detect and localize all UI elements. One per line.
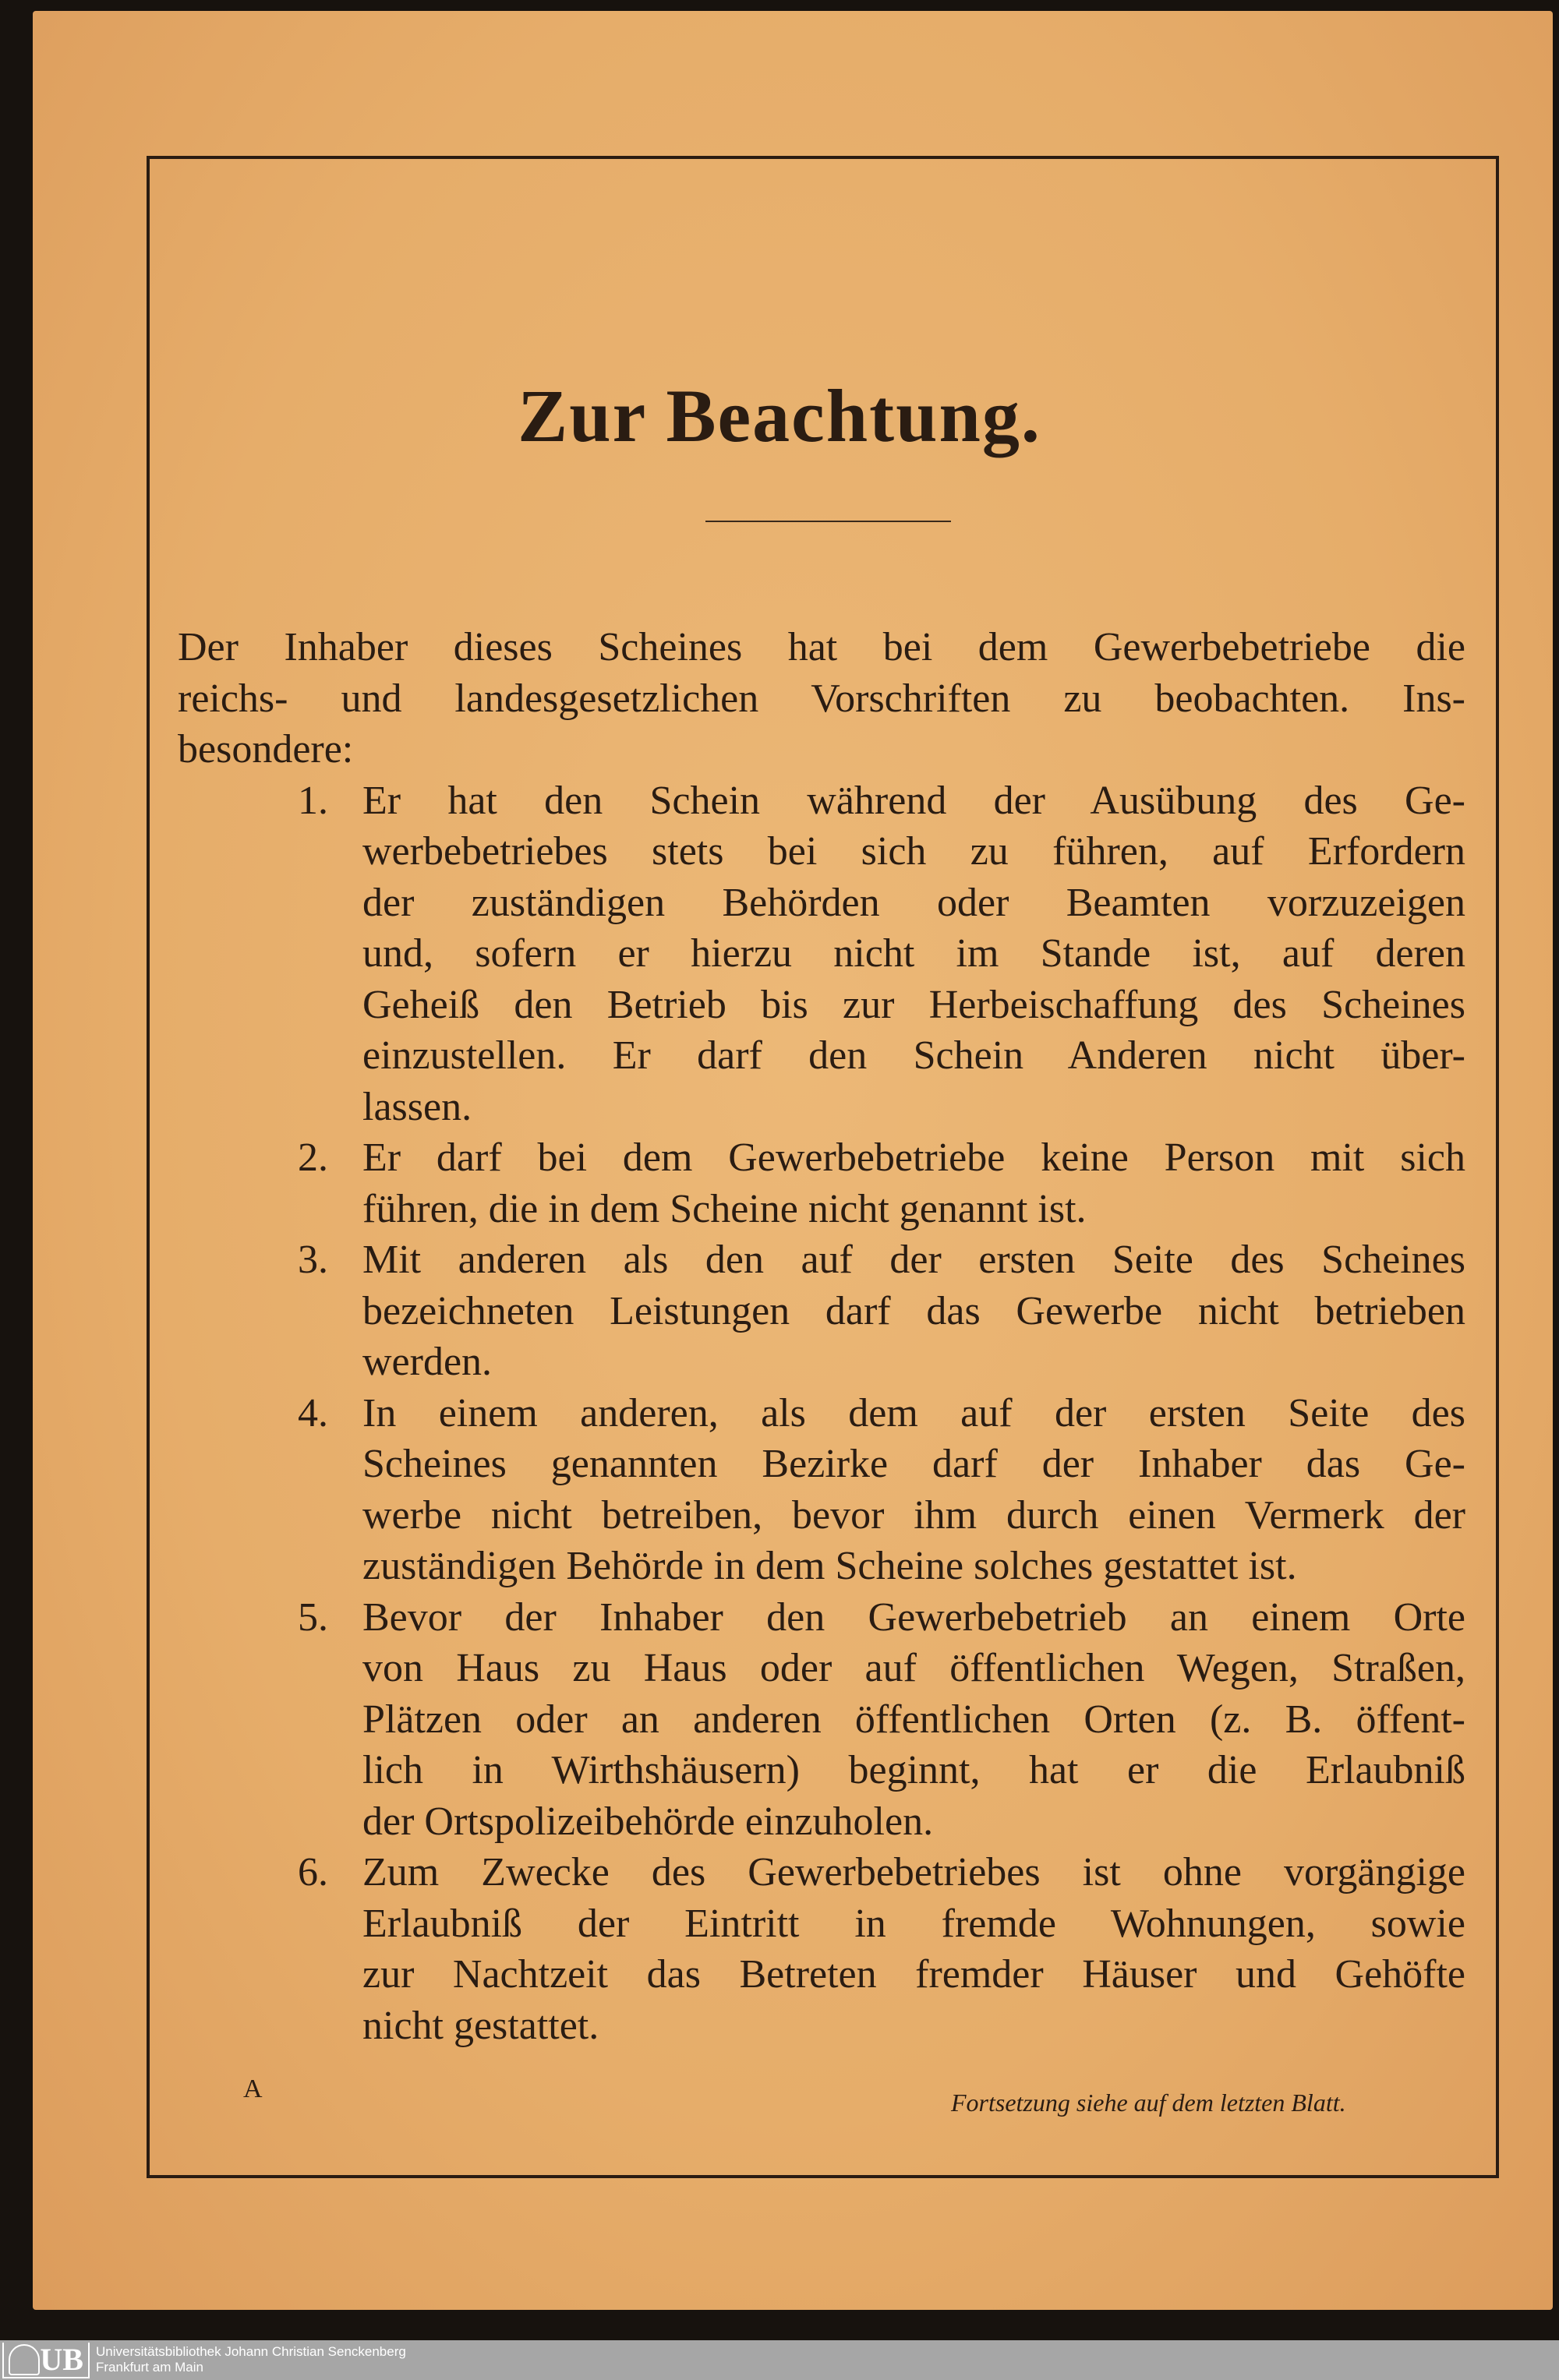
library-name-line1: Universitätsbibliothek Johann Christian Senckenberg [96,2344,406,2359]
list-number: 1. [298,778,328,823]
logo-text: UB [40,2342,83,2377]
list-item-line: zuständigen Behörde in dem Scheine solches gestattet ist. [362,1544,1297,1588]
portrait-icon [9,2344,40,2375]
list-item-line: der Ortspolizeibehörde einzuholen. [362,1799,934,1844]
list-number: 5. [298,1594,328,1640]
list-item-line: lassen. [362,1084,472,1129]
list-item-line: von Haus zu Haus oder auf öffentlichen Wegen, Straßen, [362,1646,1465,1690]
page-title: Zur Beachtung. [518,374,1041,457]
list-item-line: nicht gestattet. [362,2003,599,2048]
list-item-line: der zuständigen Behörden oder Beamten vorzuzeigen [362,880,1465,925]
list-item-line: Er hat den Schein während der Ausübung des Ge- [362,778,1465,823]
intro-line: reichs- und landesgesetzlichen Vorschriften zu beobachten. Ins- [178,676,1465,721]
signature-mark: A [243,2075,263,2103]
title-divider [705,521,951,522]
list-item-line: werbebetriebes stets bei sich zu führen, auf Erfordern [362,829,1465,874]
list-item-line: Er darf bei dem Gewerbebetriebe keine Person mit sich [362,1135,1465,1180]
list-item-line: Geheiß den Betrieb bis zur Herbeischaffung des Scheines [362,982,1465,1027]
list-number: 2. [298,1135,328,1180]
list-item-line: Mit anderen als den auf der ersten Seite des Scheines [362,1238,1465,1282]
list-item-line: Plätzen oder an anderen öffentlichen Orten (z. B. öffent- [362,1697,1465,1742]
list-item-line: werden. [362,1340,493,1384]
list-item-line: Bevor der Inhaber den Gewerbebetrieb an einem Orte [362,1594,1465,1640]
intro-line: besondere: [178,727,354,772]
library-logo [2,2343,90,2378]
list-item-line: zur Nachtzeit das Betreten fremder Häuser und Gehöfte [362,1952,1465,1997]
list-item-line: lich in Wirthshäusern) beginnt, hat er die Erlaubniß [362,1748,1465,1792]
continuation-note: Fortsetzung siehe auf dem letzten Blatt. [951,2089,1346,2117]
list-item-line: In einem anderen, als dem auf der ersten Seite des [362,1390,1465,1435]
list-number: 4. [298,1390,328,1435]
list-item-line: Erlaubniß der Eintritt in fremde Wohnungen, sowie [362,1901,1465,1946]
list-item-line: werbe nicht betreiben, bevor ihm durch einen Vermerk der [362,1492,1465,1538]
list-item-line: Zum Zwecke des Gewerbebetriebes ist ohne vorgängige [362,1850,1465,1894]
list-number: 3. [298,1238,328,1282]
intro-line: Der Inhaber dieses Scheines hat bei dem Gewerbebetriebe die [178,625,1465,669]
library-location: Frankfurt am Main [96,2360,203,2375]
library-name [96,2344,406,2375]
list-item-line: Scheines genannten Bezirke darf der Inhaber das Ge- [362,1442,1465,1486]
list-item-line: einzustellen. Er darf den Schein Anderen nicht über- [362,1033,1465,1078]
list-item-line: und, sofern er hierzu nicht im Stande ist, auf deren [362,931,1465,976]
list-item-line: führen, die in dem Scheine nicht genannt ist. [362,1186,1087,1231]
list-item-line: bezeichneten Leistungen darf das Gewerbe nicht betrieben [362,1288,1465,1333]
list-number: 6. [298,1850,328,1894]
